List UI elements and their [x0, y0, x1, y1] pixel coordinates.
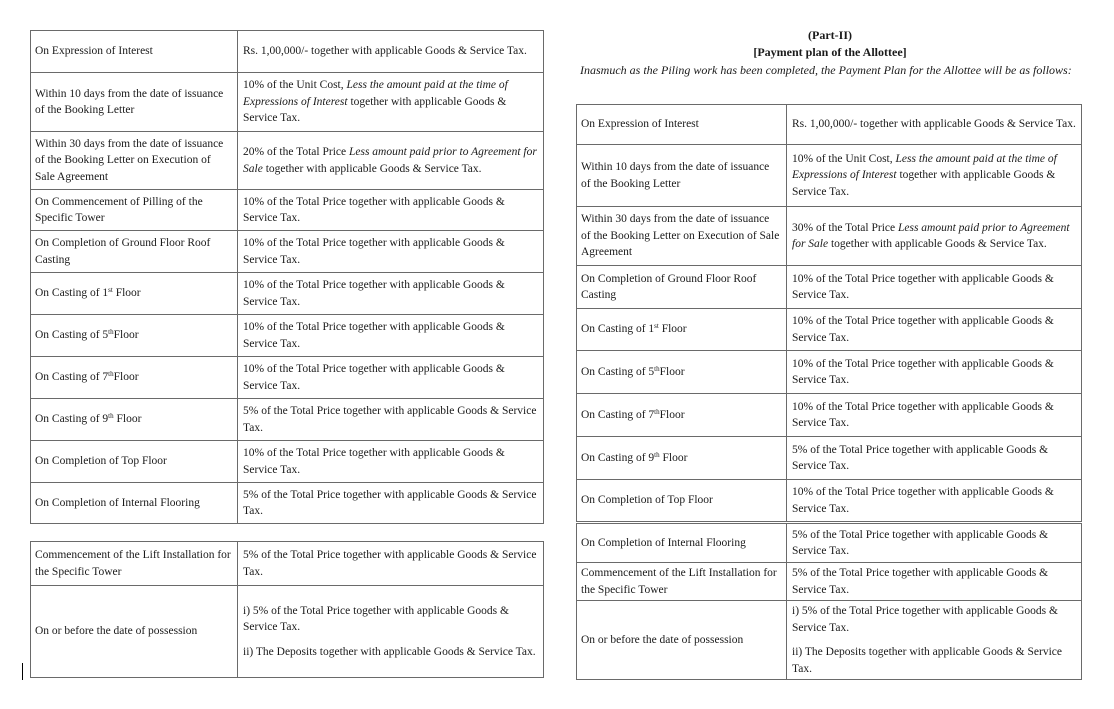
payment-cell: 10% of the Total Price together with applicable Goods & Service Tax. — [238, 231, 544, 273]
table-row — [31, 441, 544, 483]
page-title: [Payment plan of the Allottee] — [753, 45, 907, 59]
stage-cell: On Completion of Internal Flooring — [31, 483, 238, 524]
payment-cell: 10% of the Total Price together with applicable Goods & Service Tax. — [787, 351, 1082, 394]
payment-cell: 10% of the Total Price together with applicable Goods & Service Tax. — [787, 394, 1082, 437]
payment-cell: 5% of the Total Price together with applicable Goods & Service Tax. — [787, 563, 1082, 601]
table-row — [577, 437, 1082, 480]
stage-cell: On or before the date of possession — [577, 601, 787, 680]
table-row — [31, 31, 544, 73]
payment-cell: 10% of the Total Price together with applicable Goods & Service Tax. — [787, 480, 1082, 522]
table-row — [577, 563, 1082, 601]
payment-cell: 10% of the Total Price together with applicable Goods & Service Tax. — [238, 273, 544, 315]
table-row — [577, 480, 1082, 522]
table-row — [31, 586, 544, 678]
table-row — [577, 105, 1082, 145]
payment-cell: 5% of the Total Price together with applicable Goods & Service Tax. — [238, 483, 544, 524]
stage-cell: On Completion of Top Floor — [31, 441, 238, 483]
payment-clause-1: i) 5% of the Total Price together with applicable Goods & Service Tax. — [792, 605, 1058, 634]
table-row — [577, 394, 1082, 437]
left-payment-table-1 — [30, 30, 544, 524]
table-row — [577, 601, 1082, 680]
table-row — [577, 309, 1082, 351]
payment-cell: 5% of the Total Price together with applicable Goods & Service Tax. — [238, 542, 544, 586]
table-row — [31, 73, 544, 132]
payment-cell: 10% of the Total Price together with applicable Goods & Service Tax. — [238, 315, 544, 357]
stage-cell: On Completion of Ground Floor Roof Casting — [31, 231, 238, 273]
text-cursor — [22, 663, 23, 680]
payment-cell: 10% of the Total Price together with applicable Goods & Service Tax. — [787, 266, 1082, 309]
intro-paragraph: Inasmuch as the Piling work has been completed, the Payment Plan for the Allottee will be as follows: — [580, 63, 1072, 77]
stage-cell: On Casting of 7thFloor — [577, 394, 787, 437]
stage-cell: Within 30 days from the date of issuance of the Booking Letter on Execution of Sale Agreement — [577, 207, 787, 266]
table-row — [31, 542, 544, 586]
table-row — [31, 231, 544, 273]
table-row — [31, 132, 544, 190]
payment-cell: Rs. 1,00,000/- together with applicable Goods & Service Tax. — [787, 105, 1082, 145]
table-row — [31, 357, 544, 399]
stage-cell: On Completion of Ground Floor Roof Casting — [577, 266, 787, 309]
stage-cell: On Casting of 1st Floor — [31, 273, 238, 315]
payment-cell — [238, 586, 544, 678]
payment-cell: 10% of the Total Price together with applicable Goods & Service Tax. — [787, 309, 1082, 351]
payment-clause-2: ii) The Deposits together with applicable Goods & Service Tax. — [243, 645, 536, 658]
left-payment-table-2 — [30, 541, 544, 678]
payment-cell: 5% of the Total Price together with applicable Goods & Service Tax. — [787, 524, 1082, 563]
payment-cell: 10% of the Unit Cost, Less the amount paid at the time of Expressions of Interest together with applicable Goods & Service Tax. — [238, 73, 544, 132]
stage-cell: Commencement of the Lift Installation for the Specific Tower — [577, 563, 787, 601]
table-row — [31, 483, 544, 524]
payment-cell: 10% of the Total Price together with applicable Goods & Service Tax. — [238, 190, 544, 231]
table-row — [31, 190, 544, 231]
stage-cell: On Expression of Interest — [31, 31, 238, 73]
stage-cell: Within 10 days from the date of issuance of the Booking Letter — [577, 145, 787, 207]
table-row — [31, 399, 544, 441]
table-row — [577, 524, 1082, 563]
table-row — [577, 266, 1082, 309]
table-row — [577, 145, 1082, 207]
stage-cell: On Casting of 7thFloor — [31, 357, 238, 399]
payment-cell: Rs. 1,00,000/- together with applicable Goods & Service Tax. — [238, 31, 544, 73]
left-payment-plan — [30, 30, 544, 524]
payment-cell: 10% of the Total Price together with applicable Goods & Service Tax. — [238, 357, 544, 399]
stage-cell: On Casting of 9th Floor — [577, 437, 787, 480]
part-label: (Part-II) — [808, 28, 852, 42]
table-row — [31, 315, 544, 357]
stage-cell: On Completion of Top Floor — [577, 480, 787, 522]
payment-cell: 5% of the Total Price together with applicable Goods & Service Tax. — [238, 399, 544, 441]
stage-cell: On Expression of Interest — [577, 105, 787, 145]
payment-cell: 30% of the Total Price Less amount paid prior to Agreement for Sale together with applicable Goods & Service Tax. — [787, 207, 1082, 266]
right-payment-table-1 — [576, 104, 1082, 522]
stage-cell: On Completion of Internal Flooring — [577, 524, 787, 563]
right-payment-plan — [576, 104, 1082, 522]
payment-cell: 20% of the Total Price Less amount paid prior to Agreement for Sale together with applicable Goods & Service Tax. — [238, 132, 544, 190]
payment-cell: 10% of the Unit Cost, Less the amount paid at the time of Expressions of Interest together with applicable Goods & Service Tax. — [787, 145, 1082, 207]
stage-cell: On Casting of 5thFloor — [577, 351, 787, 394]
stage-cell: On or before the date of possession — [31, 586, 238, 678]
right-payment-table-2 — [576, 523, 1082, 680]
payment-cell — [787, 601, 1082, 680]
stage-cell: On Casting of 1st Floor — [577, 309, 787, 351]
payment-clause-2: ii) The Deposits together with applicable Goods & Service Tax. — [792, 646, 1062, 675]
stage-cell: Commencement of the Lift Installation for the Specific Tower — [31, 542, 238, 586]
stage-cell: Within 30 days from the date of issuance of the Booking Letter on Execution of Sale Agreement — [31, 132, 238, 190]
payment-cell: 5% of the Total Price together with applicable Goods & Service Tax. — [787, 437, 1082, 480]
stage-cell: On Casting of 5thFloor — [31, 315, 238, 357]
right-header — [580, 27, 1080, 79]
payment-cell: 10% of the Total Price together with applicable Goods & Service Tax. — [238, 441, 544, 483]
right-payment-plan-continued — [576, 523, 1082, 680]
stage-cell: On Casting of 9th Floor — [31, 399, 238, 441]
table-row — [31, 273, 544, 315]
stage-cell: On Commencement of Pilling of the Specific Tower — [31, 190, 238, 231]
table-row — [577, 207, 1082, 266]
table-row — [577, 351, 1082, 394]
stage-cell: Within 10 days from the date of issuance of the Booking Letter — [31, 73, 238, 132]
payment-clause-1: i) 5% of the Total Price together with applicable Goods & Service Tax. — [243, 604, 509, 634]
left-payment-plan-continued — [30, 541, 544, 678]
